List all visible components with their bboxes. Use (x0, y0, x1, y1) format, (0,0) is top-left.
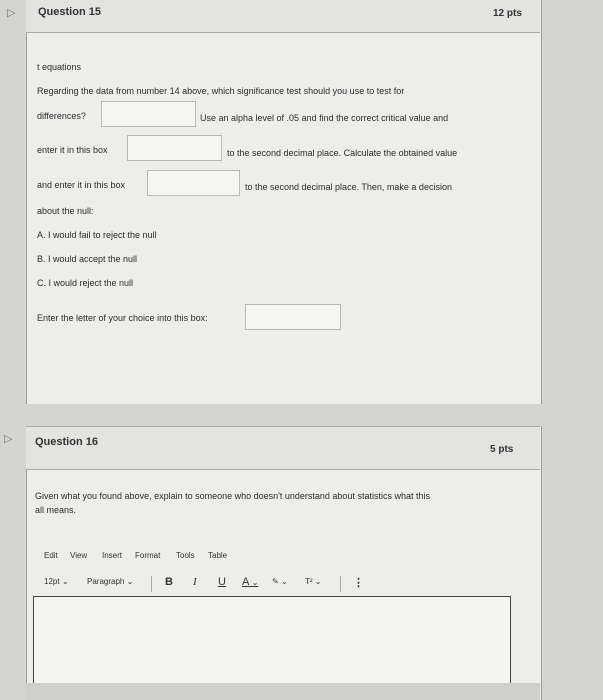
chevron-down-icon: ⌄ (249, 578, 259, 587)
choice-input[interactable] (245, 304, 341, 330)
section-label: t equations (37, 62, 82, 72)
question-15-card (26, 0, 542, 404)
toolbar-separator (340, 576, 341, 592)
editor-status-bar (26, 683, 540, 700)
option-a: A. I would fail to reject the null (37, 230, 157, 240)
menu-edit[interactable]: Edit (44, 551, 58, 560)
text-color-icon: A (242, 576, 250, 588)
question-text-line5: about the null: (37, 206, 94, 216)
toolbar-separator (151, 576, 152, 592)
question-16-prompt-line2: all means. (35, 505, 77, 515)
option-b: B. I would accept the null (37, 254, 138, 264)
highlight-icon: ✎ (272, 577, 279, 586)
question-text-line4a: and enter it in this box (37, 180, 126, 190)
question-16-points: 5 pts (490, 444, 514, 455)
question-text-line1: Regarding the data from number 14 above, which significance test should you use to test for (37, 86, 405, 96)
question-text-line4b: to the second decimal place. Then, make a decision (245, 182, 452, 192)
menu-table[interactable]: Table (208, 551, 228, 560)
question-15-title: Question 15 (38, 6, 101, 18)
menu-insert[interactable]: Insert (102, 551, 123, 560)
question-15-points: 12 pts (493, 8, 522, 19)
highlight-button[interactable] (272, 577, 288, 586)
paragraph-value: Paragraph (87, 577, 125, 586)
question-text-line2b: Use an alpha level of .05 and find the correct critical value and (200, 113, 449, 123)
more-options-icon[interactable]: ⋮ (353, 577, 364, 589)
question-16-header (26, 426, 540, 470)
menu-format[interactable]: Format (135, 551, 161, 560)
critical-value-input[interactable] (127, 135, 222, 161)
chevron-down-icon: ⌄ (61, 577, 69, 586)
question-text-line2a: differences? (37, 111, 86, 121)
bold-button[interactable]: B (165, 576, 173, 588)
question-16-prompt-line1: Given what you found above, explain to someone who doesn't understand about statistics what this (35, 491, 430, 501)
question-16-title: Question 16 (35, 436, 98, 448)
chevron-down-icon: ⌄ (126, 577, 134, 586)
italic-button[interactable]: I (193, 576, 197, 588)
obtained-value-input[interactable] (147, 170, 240, 196)
flag-icon[interactable]: ▷ (7, 6, 16, 19)
menu-view[interactable]: View (70, 551, 88, 560)
paragraph-select[interactable] (87, 577, 133, 586)
superscript-button[interactable] (305, 577, 322, 586)
question-15-header (26, 0, 540, 33)
font-size-value: 12pt (44, 577, 60, 586)
chevron-down-icon: ⌄ (280, 577, 288, 586)
test-type-input[interactable] (101, 101, 196, 127)
chevron-down-icon: ⌄ (314, 577, 322, 586)
question-text-line3a: enter it in this box (37, 145, 108, 155)
question-text-line3b: to the second decimal place. Calculate the obtained value (227, 148, 458, 158)
text-color-button[interactable] (242, 576, 258, 588)
font-size-select[interactable] (44, 577, 69, 586)
underline-button[interactable]: U (218, 576, 226, 588)
option-c: C. I would reject the null (37, 278, 134, 288)
flag-icon[interactable]: ▷ (4, 432, 13, 445)
choice-prompt: Enter the letter of your choice into this box: (37, 313, 208, 323)
menu-tools[interactable]: Tools (176, 551, 195, 560)
superscript-icon: T² (305, 577, 313, 586)
